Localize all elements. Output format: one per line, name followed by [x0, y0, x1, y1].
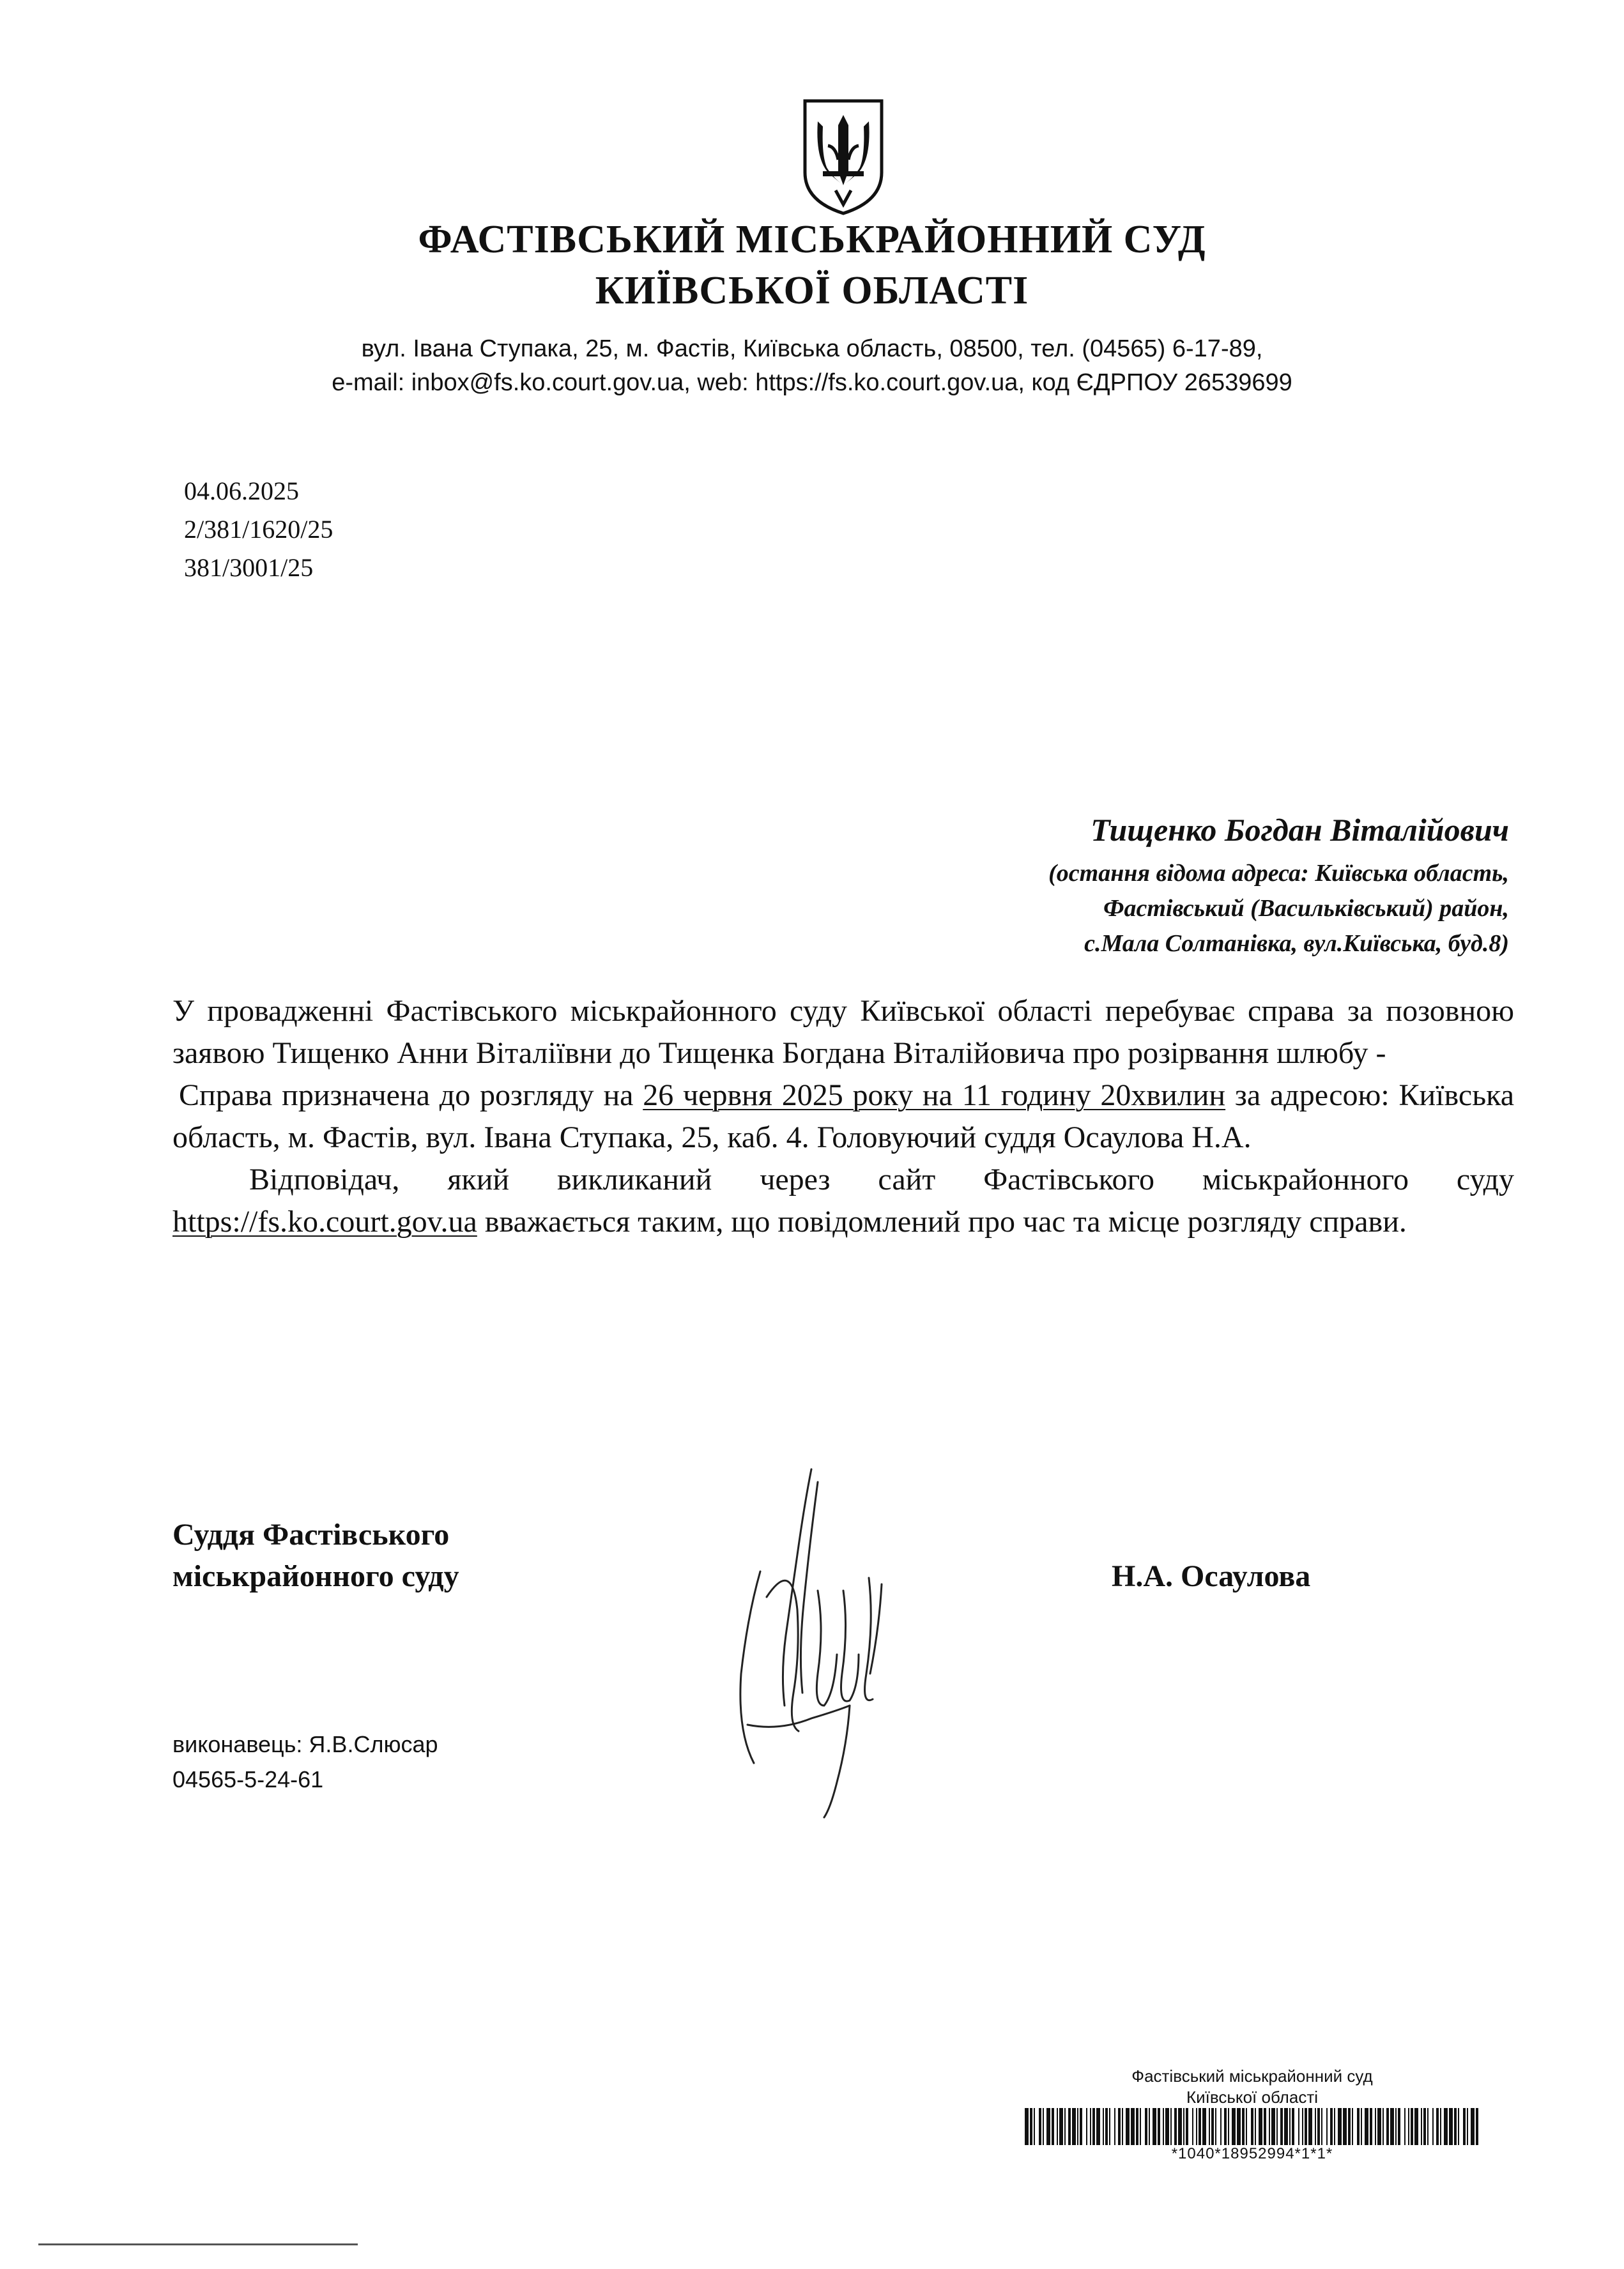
barcode-bar: [1292, 2108, 1294, 2145]
barcode-bar: [1255, 2108, 1256, 2145]
stamp-court-name: Фастівський міськрайонний суд: [1131, 2067, 1373, 2086]
barcode-bar: [1242, 2108, 1245, 2145]
barcode-bar: [1302, 2108, 1303, 2145]
barcode-bar: [1202, 2108, 1206, 2145]
barcode-bar: [1052, 2108, 1054, 2145]
barcode-bar: [1086, 2108, 1087, 2145]
barcode-bar: [1072, 2108, 1076, 2145]
signer-name: Н.А. Осаулова: [1112, 1559, 1311, 1593]
barcode-bar: [1476, 2108, 1478, 2145]
barcode-bar: [1454, 2108, 1457, 2145]
notice-intro: Відповідач, який викликаний через сайт Фастівського міськрайонного суду: [249, 1163, 1514, 1196]
barcode-bar: [1414, 2108, 1418, 2145]
barcode-bar: [1080, 2108, 1082, 2145]
barcode-bar: [1199, 2108, 1201, 2145]
barcode-bar: [1390, 2108, 1394, 2145]
barcode-bar: [1057, 2108, 1058, 2145]
handwritten-signature: [722, 1463, 894, 1821]
barcode-bar: [1298, 2108, 1299, 2145]
barcode-bar: [1046, 2108, 1050, 2145]
barcode-bar: [1215, 2108, 1216, 2145]
barcode-bar: [1280, 2108, 1283, 2145]
body-paragraph-3: [172, 1159, 1514, 1243]
barcode-bar: [1090, 2108, 1091, 2145]
barcode-bar: [1105, 2108, 1108, 2145]
barcode-bar: [1427, 2108, 1429, 2145]
barcode-bar: [1192, 2108, 1193, 2145]
barcode-bar: [1458, 2108, 1459, 2145]
barcode-bar: [1383, 2108, 1384, 2145]
barcode-bar: [1153, 2108, 1156, 2145]
barcode-bar: [1386, 2108, 1389, 2145]
barcode-bar: [1375, 2108, 1376, 2145]
barcode-bar: [1140, 2108, 1141, 2145]
barcode-bar: [1025, 2108, 1029, 2145]
barcode-bar: [1163, 2108, 1164, 2145]
barcode-bar: [1338, 2108, 1342, 2145]
barcode-bar: [1370, 2108, 1372, 2145]
barcode-bar: [1276, 2108, 1278, 2145]
barcode-bar: [1334, 2108, 1335, 2145]
barcode-bar: [1377, 2108, 1381, 2145]
barcode-bar: [1259, 2108, 1262, 2145]
barcode-bar: [1118, 2108, 1121, 2145]
barcode-bar: [1271, 2108, 1275, 2145]
barcode-bar: [1343, 2108, 1347, 2145]
barcode-bar: [1423, 2108, 1426, 2145]
barcode-bar: [1126, 2108, 1130, 2145]
addressee-address-line3: с.Мала Солтанівка, вул.Київська, буд.8): [1084, 930, 1509, 957]
barcode-bar: [1305, 2108, 1307, 2145]
barcode-bar: [1357, 2108, 1360, 2145]
addressee-address-line2: Фастівський (Васильківський) район,: [1103, 895, 1509, 922]
court-name-line1: ФАСТІВСЬКИЙ МІСЬКРАЙОННИЙ СУД: [418, 218, 1206, 261]
hearing-location: за адресою: Київська область, м. Фастів, вул. Івана Ступака, 25, каб. 4. Головуючий суддя Осаулова Н.А.: [172, 1078, 1514, 1154]
barcode-bar: [1183, 2108, 1184, 2145]
barcode-bar: [1408, 2108, 1409, 2145]
barcode-bar: [1463, 2108, 1466, 2145]
barcode-bar: [1404, 2108, 1406, 2145]
hearing-datetime: 26 червня 2025 року на 11 годину 20хвилин: [643, 1078, 1226, 1112]
barcode-bar: [1149, 2108, 1150, 2145]
barcode-bar: [1326, 2108, 1328, 2145]
signer-role-line2: міськрайонного суду: [172, 1559, 459, 1593]
barcode-bar: [1064, 2108, 1066, 2145]
barcode-bar: [1436, 2108, 1439, 2145]
tryzub-coat-of-arms-icon: [799, 96, 888, 217]
court-contacts: e-mail: inbox@fs.ko.court.gov.ua, web: https://fs.ko.court.gov.ua, код ЄДРПОУ 26539699: [332, 369, 1292, 396]
barcode-bar: [1030, 2108, 1032, 2145]
executor-phone: 04565-5-24-61: [172, 1766, 324, 1792]
barcode-bar: [1269, 2108, 1270, 2145]
addressee-name: Тищенко Богдан Віталійович: [1091, 812, 1509, 848]
case-number: 2/381/1620/25: [184, 515, 333, 544]
barcode-bar: [1449, 2108, 1453, 2145]
barcode-bar: [1039, 2108, 1041, 2145]
barcode-bar: [1158, 2108, 1160, 2145]
signer-role-line1: Суддя Фастівського: [172, 1518, 450, 1552]
body-paragraph-1: У провадженні Фастівського міськрайонного суду Київської області перебуває справа за позовною заявою Тищенко Анни Віталіївни до Тищенка Богдана Віталійовича про розірвання шлюбу -: [172, 994, 1514, 1070]
barcode-bar: [1114, 2108, 1115, 2145]
court-website-link[interactable]: https://fs.ko.court.gov.ua: [172, 1205, 477, 1239]
barcode-bar: [1440, 2108, 1441, 2145]
barcode-bar: [1228, 2108, 1229, 2145]
barcode-bar: [1321, 2108, 1322, 2145]
document-date: 04.06.2025: [184, 477, 299, 505]
barcode-bar: [1220, 2108, 1222, 2145]
court-name-line2: КИЇВСЬКОЇ ОБЛАСТІ: [595, 269, 1029, 312]
barcode-bar: [1471, 2108, 1475, 2145]
barcode-bar: [1068, 2108, 1071, 2145]
addressee-address-line1: (остання відома адреса: Київська область,: [1048, 860, 1509, 887]
barcode-bar: [1232, 2108, 1236, 2145]
barcode-bar: [1284, 2108, 1288, 2145]
barcode-bar: [1145, 2108, 1147, 2145]
barcode-bar: [1308, 2108, 1312, 2145]
barcode-bar: [1043, 2108, 1044, 2145]
barcode-bar: [1246, 2108, 1247, 2145]
barcode-bar: [1174, 2108, 1177, 2145]
barcode-bar: [1348, 2108, 1351, 2145]
hearing-intro: Справа призначена до розгляду на: [179, 1078, 643, 1112]
barcode-bar: [1224, 2108, 1227, 2145]
body-paragraph-2: [172, 1074, 1514, 1159]
barcode-bar: [1361, 2108, 1362, 2145]
barcode-bar: [1131, 2108, 1135, 2145]
barcode-bar: [1186, 2108, 1188, 2145]
barcode-bar: [1059, 2108, 1063, 2145]
barcode-bar: [1196, 2108, 1197, 2145]
barcode-bar: [1467, 2108, 1468, 2145]
barcode: [1022, 2108, 1482, 2145]
barcode-bar: [1211, 2108, 1214, 2145]
letter-body: [172, 990, 1514, 1243]
barcode-bar: [1170, 2108, 1172, 2145]
outgoing-number: 381/3001/25: [184, 553, 314, 582]
barcode-bar: [1077, 2108, 1078, 2145]
barcode-bar: [1237, 2108, 1241, 2145]
barcode-bar: [1365, 2108, 1368, 2145]
barcode-bar: [1264, 2108, 1266, 2145]
barcode-bar: [1165, 2108, 1169, 2145]
barcode-bar: [1395, 2108, 1397, 2145]
barcode-bar: [1096, 2108, 1100, 2145]
barcode-bar: [1317, 2108, 1320, 2145]
barcode-bar: [1251, 2108, 1253, 2145]
barcode-bar: [1209, 2108, 1210, 2145]
barcode-bar: [1103, 2108, 1104, 2145]
barcode-number: *1040*18952994*1*1*: [1171, 2145, 1333, 2162]
stamp-region: Київської області: [1186, 2088, 1319, 2107]
barcode-bar: [1444, 2108, 1448, 2145]
barcode-bar: [1330, 2108, 1333, 2145]
barcode-bar: [1411, 2108, 1413, 2145]
barcode-bar: [1178, 2108, 1182, 2145]
barcode-bar: [1136, 2108, 1138, 2145]
barcode-bar: [1289, 2108, 1291, 2145]
barcode-bar: [1109, 2108, 1110, 2145]
barcode-bar: [1352, 2108, 1353, 2145]
barcode-bar: [1315, 2108, 1316, 2145]
page-bottom-rule: [38, 2243, 358, 2245]
barcode-bar: [1432, 2108, 1434, 2145]
barcode-bar: [1034, 2108, 1035, 2145]
notice-outro: вважається таким, що повідомлений про час та місце розгляду справи.: [477, 1205, 1407, 1239]
barcode-bar: [1421, 2108, 1422, 2145]
barcode-bar: [1092, 2108, 1095, 2145]
barcode-bar: [1398, 2108, 1400, 2145]
court-address: вул. Івана Ступака, 25, м. Фастів, Київська область, 08500, тел. (04565) 6-17-89,: [361, 335, 1263, 362]
executor-name: виконавець: Я.В.Слюсар: [172, 1731, 438, 1757]
barcode-bar: [1122, 2108, 1123, 2145]
